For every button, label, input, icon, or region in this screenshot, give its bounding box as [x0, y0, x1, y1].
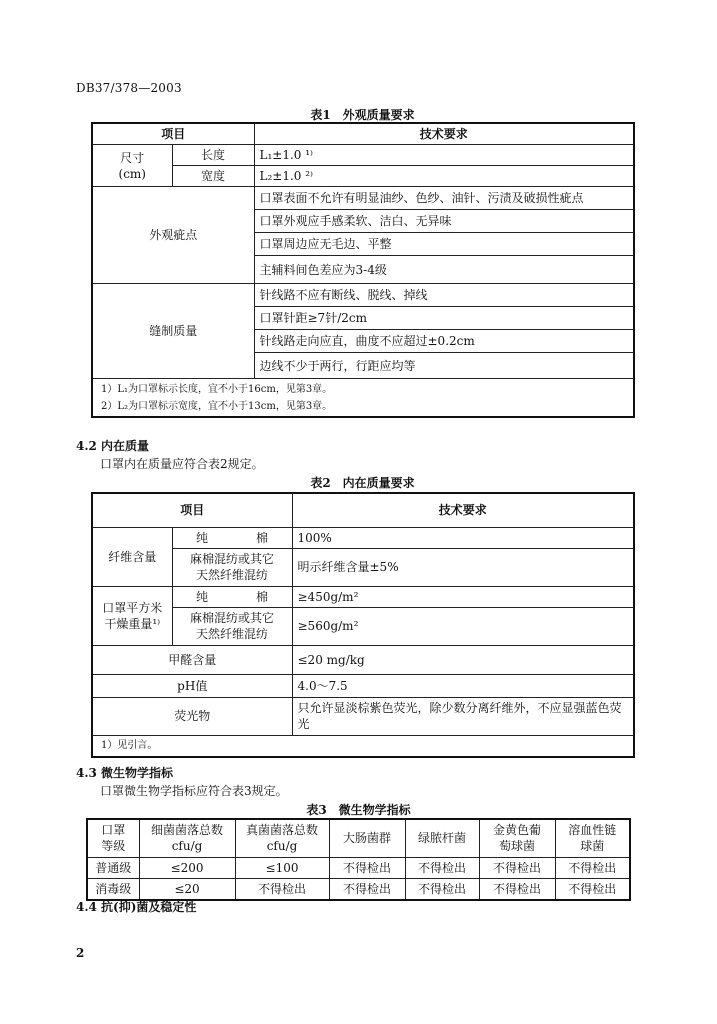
table3-cell: 不得检出 — [555, 857, 630, 878]
section-4-2-title: 4.2 内在质量 — [76, 439, 150, 453]
table1-note: 1）L₁为口罩标示长度，宜不小于16cm，见第3章。 — [101, 384, 333, 395]
table2-intrinsic-quality — [91, 492, 635, 758]
table2-header-requirement: 技术要求 — [292, 493, 634, 527]
table2-note: 1）见引言。 — [92, 735, 634, 757]
section-4-4-title: 4.4 抗(抑)菌及稳定性 — [76, 900, 197, 914]
section-4-3-title: 4.3 微生物学指标 — [76, 766, 174, 780]
table3-header: 细菌菌落总数 cfu/g — [139, 819, 235, 857]
table2-weight-cotton-req: ≥450g/m² — [292, 586, 634, 607]
page-number: 2 — [76, 946, 85, 960]
table1-defect-req: 口罩表面不允许有明显油纱、色纱、油针、污渍及破损性疵点 — [254, 187, 634, 210]
table1-length-label: 长度 — [172, 145, 254, 166]
table1-sewing-req: 针线路不应有断线、脱线、掉线 — [254, 284, 634, 307]
table3-cell: 不得检出 — [479, 857, 555, 878]
table3-cell: 不得检出 — [329, 878, 405, 900]
table2-pure-cotton-req: 100% — [292, 527, 634, 548]
table2-pure-cotton: 纯 棉 — [172, 586, 292, 607]
table3-cell: ≤200 — [139, 857, 235, 878]
table3-cell: 不得检出 — [329, 857, 405, 878]
table2-caption: 表2 内在质量要求 — [310, 476, 415, 490]
table1-sewing-req: 边线不少于两行，行距应均等 — [254, 353, 634, 379]
table1-length-req: L₁±1.0 ¹⁾ — [254, 145, 634, 166]
table-row — [87, 878, 630, 900]
table3-cell: 不得检出 — [405, 857, 479, 878]
table3-cell: 不得检出 — [235, 878, 329, 900]
table3-cell: 不得检出 — [479, 878, 555, 900]
table1-sewing-label: 缝制质量 — [92, 284, 254, 379]
table3-cell: 普通级 — [87, 857, 139, 878]
table-row — [87, 857, 630, 878]
table1-header-requirement: 技术要求 — [254, 123, 634, 145]
table1-size-label: 尺寸 (cm) — [92, 145, 172, 187]
table2-blend-req: 明示纤维含量±5% — [292, 548, 634, 586]
table2-fluor-req: 只允许显淡棕紫色荧光，除少数分离纤维外，不应显强蓝色荧光 — [292, 697, 634, 735]
table1-note: 2）L₂为口罩标示宽度，宜不小于13cm，见第3章。 — [101, 401, 333, 412]
table3-microbiological-indices — [86, 818, 631, 901]
table2-fluor-label: 荧光物 — [92, 697, 292, 735]
table1-width-label: 宽度 — [172, 166, 254, 187]
table2-weight-label: 口罩平方米 干燥重量¹⁾ — [92, 586, 172, 645]
table3-cell: ≤20 — [139, 878, 235, 900]
table3-cell: 消毒级 — [87, 878, 139, 900]
table2-weight-blend-req: ≥560g/m² — [292, 607, 634, 645]
section-4-2-text: 口罩内在质量应符合表2规定。 — [100, 457, 264, 471]
table1-defect-label: 外观疵点 — [92, 187, 254, 284]
table1-defect-req: 口罩周边应无毛边、平整 — [254, 233, 634, 256]
section-4-3-text: 口罩微生物学指标应符合表3规定。 — [100, 784, 288, 798]
table3-header: 真菌菌落总数 cfu/g — [235, 819, 329, 857]
table3-header: 大肠菌群 — [329, 819, 405, 857]
table2-formaldehyde-label: 甲醛含量 — [92, 645, 292, 674]
table2-header-item: 项目 — [92, 493, 292, 527]
table2-blend-label: 麻棉混纺或其它 天然纤维混纺 — [172, 548, 292, 586]
table3-cell: 不得检出 — [405, 878, 479, 900]
table2-ph-label: pH值 — [92, 674, 292, 697]
table1-appearance-quality — [91, 122, 635, 418]
table3-header: 金黄色葡 萄球菌 — [479, 819, 555, 857]
table1-header-item: 项目 — [92, 123, 254, 145]
table1-defect-req: 主辅料间色差应为3-4级 — [254, 256, 634, 284]
table1-notes — [92, 379, 634, 418]
table1-width-req: L₂±1.0 ²⁾ — [254, 166, 634, 187]
table1-sewing-req: 针线路走向应直，曲度不应超过±0.2cm — [254, 330, 634, 353]
table3-cell: ≤100 — [235, 857, 329, 878]
table1-sewing-req: 口罩针距≥7针/2cm — [254, 307, 634, 330]
table2-pure-cotton: 纯 棉 — [172, 527, 292, 548]
table3-header: 口罩 等级 — [87, 819, 139, 857]
table1-defect-req: 口罩外观应手感柔软、洁白、无异味 — [254, 210, 634, 233]
table3-caption: 表3 微生物学指标 — [306, 803, 411, 817]
table3-cell: 不得检出 — [555, 878, 630, 900]
table2-fiber-label: 纤维含量 — [92, 527, 172, 586]
document-code: DB37/378—2003 — [76, 81, 182, 95]
table1-caption: 表1 外观质量要求 — [310, 108, 415, 122]
table2-ph-req: 4.0～7.5 — [292, 674, 634, 697]
table2-blend-label: 麻棉混纺或其它 天然纤维混纺 — [172, 607, 292, 645]
table3-header: 溶血性链 球菌 — [555, 819, 630, 857]
table3-header: 绿脓杆菌 — [405, 819, 479, 857]
table2-formaldehyde-req: ≤20 mg/kg — [292, 645, 634, 674]
